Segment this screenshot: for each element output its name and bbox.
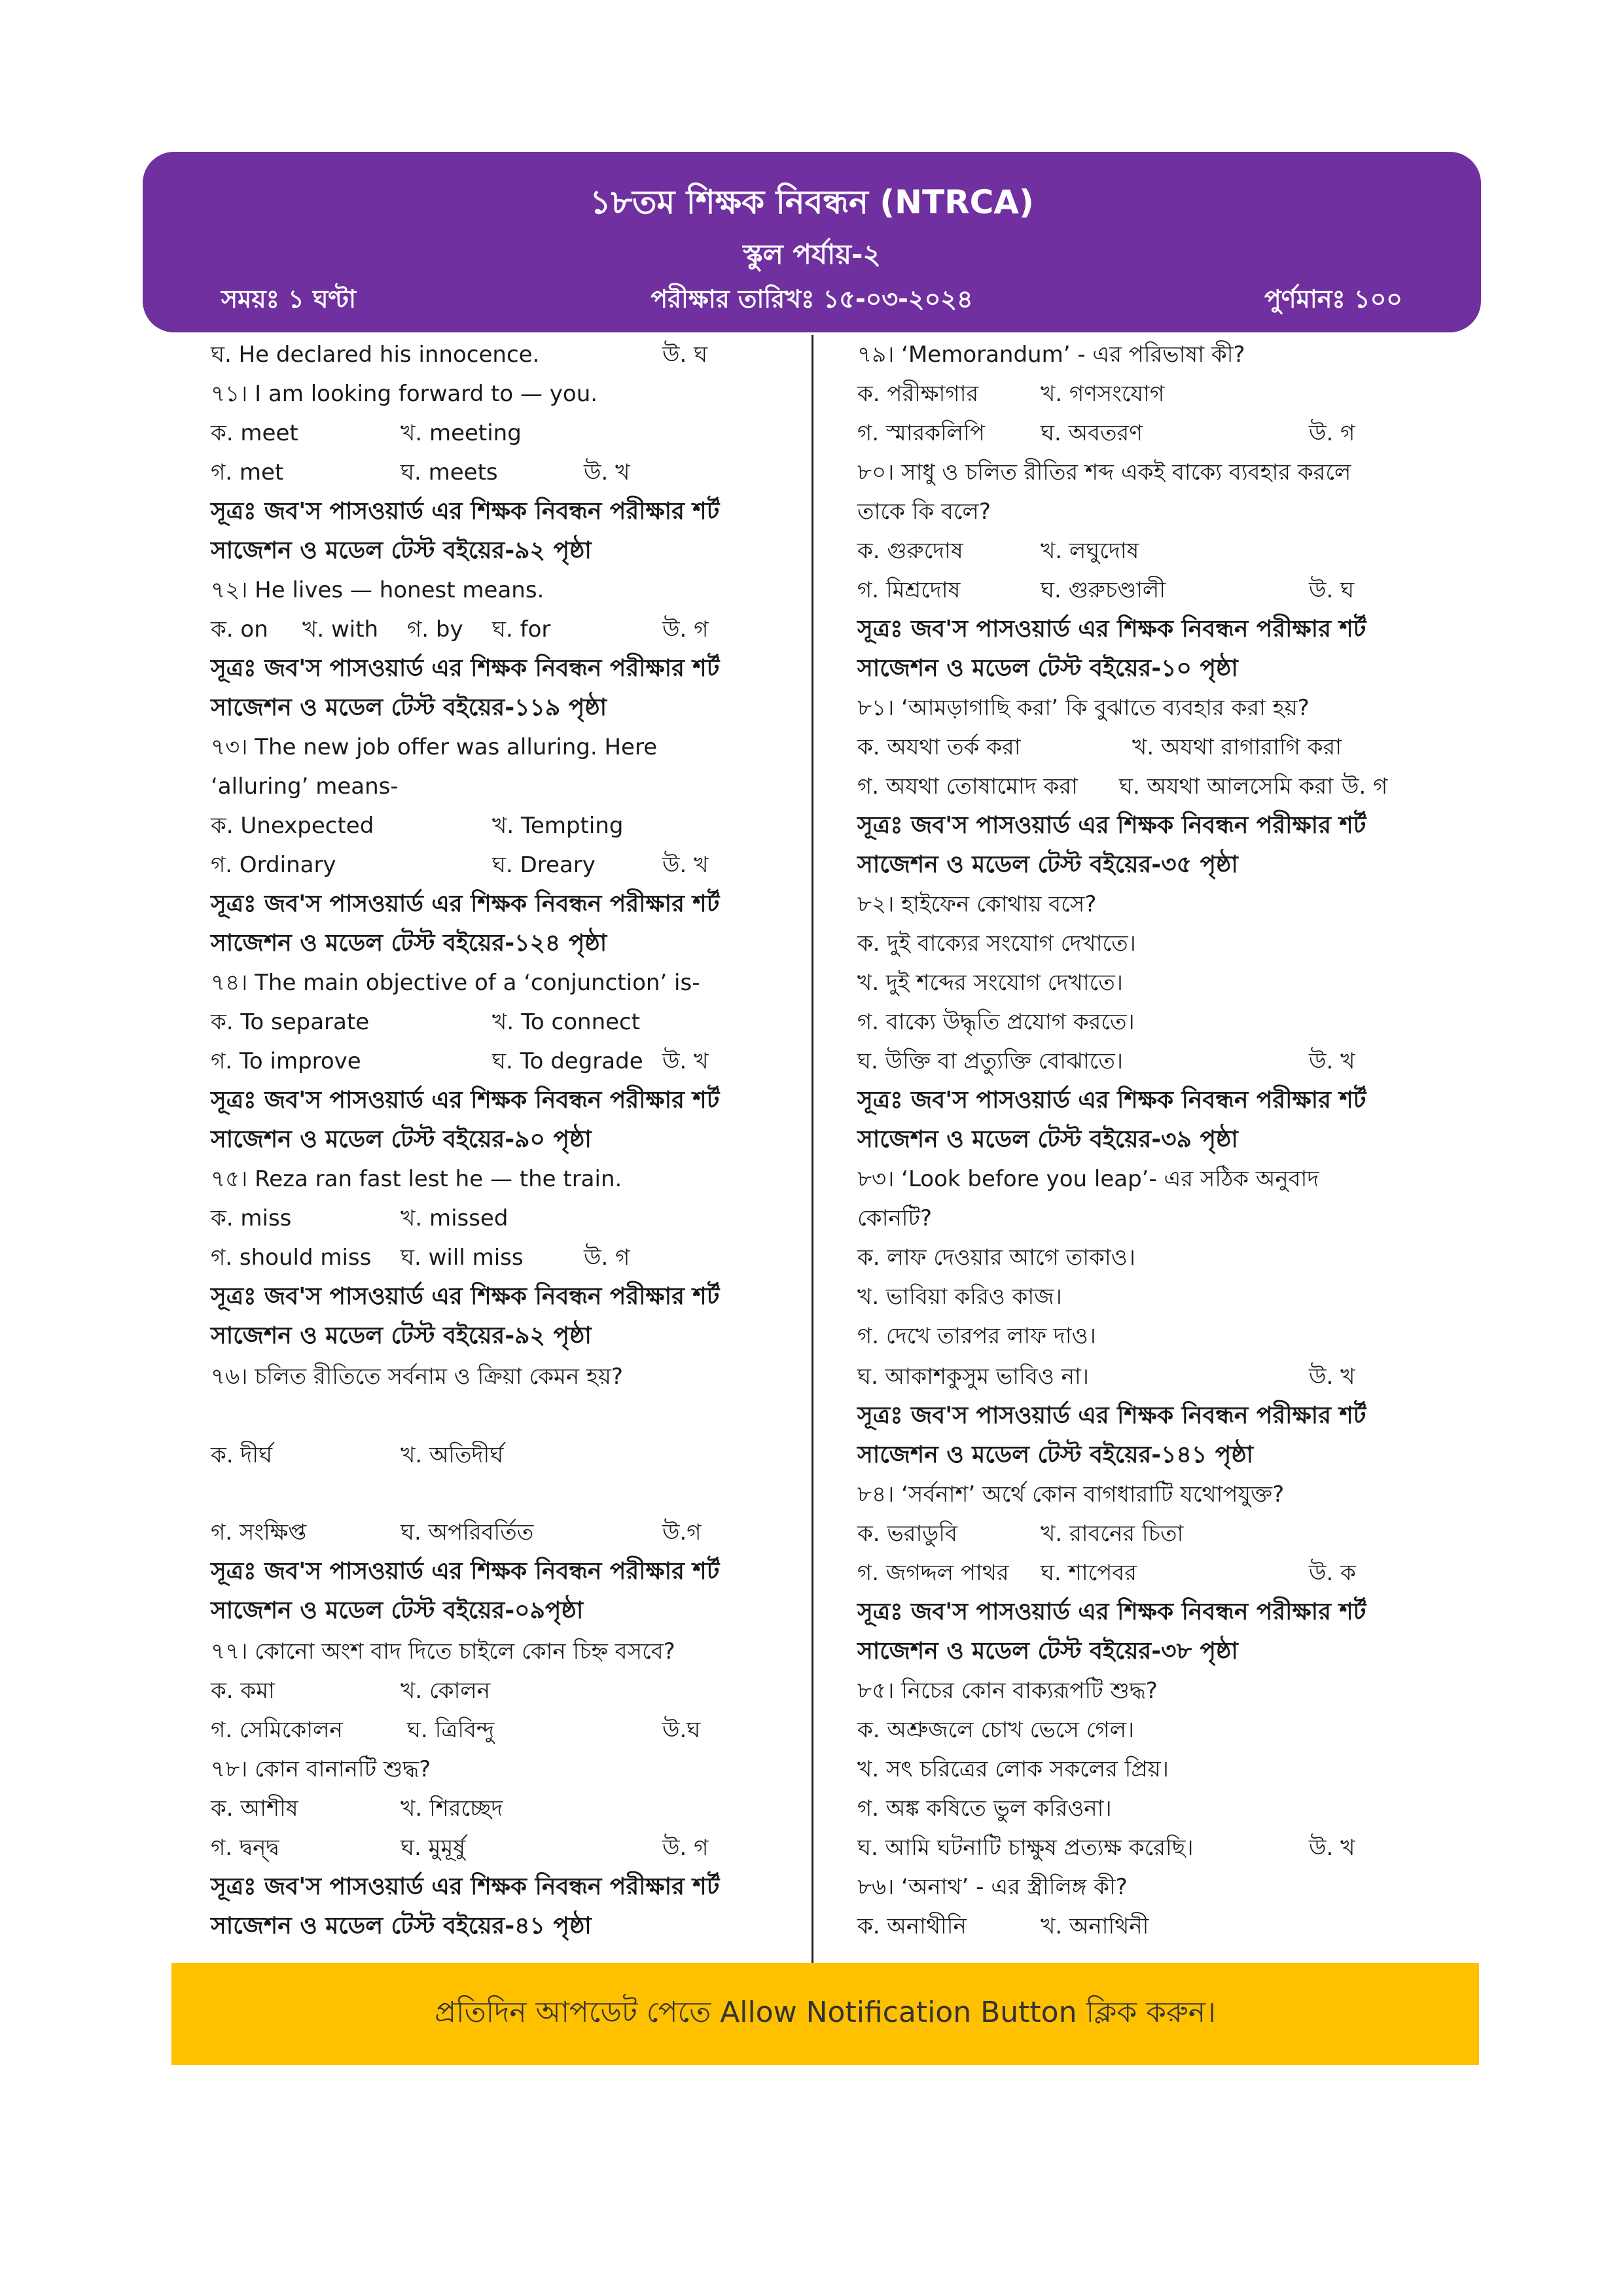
options-row	[211, 1199, 734, 1238]
answer: উ. ঘ	[662, 342, 708, 368]
option-d: ঘ. আকাশকুসুম ভাবিও না।	[857, 1364, 1089, 1390]
option-b: খ. To connect	[492, 1009, 641, 1035]
column-divider	[812, 335, 813, 1963]
option-a: ক. অশ্রুজলে চোখ ভেসে গেল।	[857, 1717, 1135, 1743]
source-line: সাজেশন ও মডেল টেস্ট বইয়ের-১০ পৃষ্ঠা	[857, 655, 1238, 682]
option-a: ক. কমা	[211, 1678, 275, 1704]
question-76: ৭৬। চলিত রীতিতে সর্বনাম ও ক্রিয়া কেমন হয়?	[211, 1364, 623, 1390]
option-c: গ. To improve	[211, 1048, 361, 1074]
question-86: ৮৬। ‘অনাথ’ - এর স্ত্রীলিঙ্গ কী?	[857, 1874, 1128, 1900]
options-row	[857, 1357, 1400, 1396]
source-line: সাজেশন ও মডেল টেস্ট বইয়ের-৯২ পৃষ্ঠা	[211, 1322, 592, 1349]
options-row	[857, 531, 1400, 571]
question-84: ৮৪। ‘সর্বনাশ’ অর্থে কোন বাগধারাটি যথোপযুক্ত?	[857, 1481, 1285, 1508]
exam-subtitle: স্কুল পর্যায়-২	[743, 238, 881, 270]
options-row	[211, 1671, 734, 1710]
option-a: ক. আশীষ	[211, 1795, 298, 1822]
option-d: ঘ. Dreary	[492, 852, 596, 878]
answer: উ. গ	[662, 616, 709, 643]
exam-full-marks: পুর্ণমানঃ ১০০	[1264, 285, 1402, 313]
source-line: সাজেশন ও মডেল টেস্ট বইয়ের-৩৯ পৃষ্ঠা	[857, 1126, 1238, 1153]
source-line: সূত্রঃ জব'স পাসওয়ার্ড এর শিক্ষক নিবন্ধন পরীক্ষার শর্ট	[211, 891, 720, 917]
answer: উ. খ	[662, 1048, 709, 1074]
option-d: ঘ. meets	[401, 459, 498, 486]
option-b: খ. সৎ চরিত্রের লোক সকলের প্রিয়।	[857, 1756, 1169, 1782]
options-row	[211, 1710, 734, 1750]
exam-date: পরীক্ষার তারিখঃ ১৫-০৩-২০২৪	[651, 285, 973, 313]
options-row	[857, 1907, 1400, 1946]
answer: উ. খ	[1309, 1835, 1355, 1861]
source-line: সূত্রঃ জব'স পাসওয়ার্ড এর শিক্ষক নিবন্ধন পরীক্ষার শর্ট	[211, 498, 720, 525]
exam-header	[143, 152, 1481, 332]
option-a: ক. on	[211, 616, 268, 643]
options-row	[857, 414, 1400, 453]
question-79: ৭৯। ‘Memorandum’ - এর পরিভাষা কী?	[857, 342, 1245, 368]
options-row	[211, 610, 734, 649]
option-d: ঘ. He declared his innocence.	[211, 342, 540, 368]
answer: উ. খ	[584, 459, 630, 486]
answer: উ. খ	[1309, 1048, 1355, 1074]
option-a: ক. দুই বাক্যের সংযোগ দেখাতে।	[857, 930, 1136, 957]
source-line: সূত্রঃ জব'স পাসওয়ার্ড এর শিক্ষক নিবন্ধন পরীক্ষার শর্ট	[857, 812, 1366, 839]
source-line: সাজেশন ও মডেল টেস্ট বইয়ের-৯০ পৃষ্ঠা	[211, 1126, 592, 1153]
option-c: গ. দেখে তারপর লাফ দাও।	[857, 1323, 1096, 1349]
option-b: খ. শিরচ্ছেদ	[401, 1795, 503, 1822]
source-line: সূত্রঃ জব'স পাসওয়ার্ড এর শিক্ষক নিবন্ধন পরীক্ষার শর্ট	[211, 1087, 720, 1114]
option-d: ঘ. অযথা আলসেমি করা	[1119, 773, 1334, 800]
options-row	[211, 845, 734, 885]
option-d: ঘ. will miss	[401, 1245, 524, 1271]
option-b: খ. গণসংযোগ	[1041, 381, 1165, 407]
notification-banner[interactable]	[171, 1963, 1479, 2065]
option-b: খ. রাবনের চিতা	[1041, 1521, 1184, 1547]
options-row	[211, 1513, 734, 1552]
source-line: সূত্রঃ জব'স পাসওয়ার্ড এর শিক্ষক নিবন্ধন পরীক্ষার শর্ট	[211, 1283, 720, 1310]
source-line: সাজেশন ও মডেল টেস্ট বইয়ের-৩৮ পৃষ্ঠা	[857, 1638, 1238, 1665]
option-a: ক. অযথা তর্ক করা	[857, 734, 1021, 760]
question-80: ৮০। সাধু ও চলিত রীতির শব্দ একই বাক্যে ব্যবহার করলে	[857, 459, 1351, 486]
source-line: সূত্রঃ জব'স পাসওয়ার্ড এর শিক্ষক নিবন্ধন পরীক্ষার শর্ট	[857, 1598, 1366, 1625]
option-c: গ. জগদ্দল পাথর	[857, 1560, 1009, 1586]
option-d: ঘ. গুরুচণ্ডালী	[1041, 577, 1166, 603]
options-row	[211, 1238, 734, 1277]
option-c: গ. met	[211, 459, 284, 486]
option-b: খ. meeting	[401, 420, 522, 446]
options-row	[211, 1436, 734, 1475]
question-80-cont: তাকে কি বলে?	[857, 499, 991, 525]
option-a: ক. গুরুদোষ	[857, 538, 963, 564]
question-83-cont: কোনটি?	[857, 1205, 933, 1231]
option-b: খ. with	[302, 616, 379, 643]
question-72: ৭২। He lives — honest means.	[211, 577, 544, 603]
answer: উ. ক	[1309, 1560, 1356, 1586]
option-d: ঘ. আমি ঘটনাটি চাক্ষুষ প্রত্যক্ষ করেছি।	[857, 1835, 1194, 1861]
option-a: ক. miss	[211, 1205, 292, 1231]
question-81: ৮১। ‘আমড়াগাছি করা’ কি বুঝাতে ব্যবহার করা হয়?	[857, 695, 1310, 721]
source-line: সূত্রঃ জব'স পাসওয়ার্ড এর শিক্ষক নিবন্ধন পরীক্ষার শর্ট	[211, 1873, 720, 1900]
option-line	[211, 335, 734, 374]
option-d: ঘ. উক্তি বা প্রত্যুক্তি বোঝাতে।	[857, 1048, 1124, 1074]
option-a: ক. অনাথীনি	[857, 1913, 967, 1939]
question-83: ৮৩। ‘Look before you leap’- এর সঠিক অনুবাদ	[857, 1166, 1319, 1192]
options-row	[857, 1828, 1400, 1867]
option-a: ক. To separate	[211, 1009, 370, 1035]
options-row	[857, 1042, 1400, 1081]
option-d: ঘ. অবতরণ	[1041, 420, 1143, 446]
option-d: ঘ. মুমূর্ষু	[401, 1835, 466, 1861]
option-a: ক. লাফ দেওয়ার আগে তাকাও।	[857, 1245, 1135, 1271]
option-b: খ. missed	[401, 1205, 508, 1231]
option-c: গ. Ordinary	[211, 852, 336, 878]
option-c: গ. অযথা তোষামোদ করা	[857, 773, 1078, 800]
question-75: ৭৫। Reza ran fast lest he — the train.	[211, 1166, 622, 1192]
question-73-cont: ‘alluring’ means-	[211, 773, 399, 800]
options-row	[211, 806, 734, 845]
option-c: গ. মিশ্রদোষ	[857, 577, 961, 603]
options-row	[857, 767, 1400, 806]
options-row	[211, 1042, 734, 1081]
question-77: ৭৭। কোনো অংশ বাদ দিতে চাইলে কোন চিহ্ন বসবে?	[211, 1638, 675, 1665]
answer: উ.গ	[662, 1519, 702, 1545]
options-row	[857, 1553, 1400, 1593]
answer: উ.ঘ	[662, 1717, 701, 1743]
options-row	[211, 453, 734, 492]
answer: উ. খ	[1309, 1364, 1355, 1390]
option-d: ঘ. অপরিবর্তিত	[401, 1519, 534, 1545]
option-b: খ. Tempting	[492, 813, 624, 839]
options-row	[211, 1002, 734, 1042]
option-a: ক. পরীক্ষাগার	[857, 381, 979, 407]
source-line: সাজেশন ও মডেল টেস্ট বইয়ের-০৯পৃষ্ঠা	[211, 1597, 584, 1624]
source-line: সাজেশন ও মডেল টেস্ট বইয়ের-১১৯ পৃষ্ঠা	[211, 694, 607, 721]
question-74: ৭৪। The main objective of a ‘conjunction’ is-	[211, 970, 700, 996]
answer: উ. গ	[1342, 773, 1388, 800]
option-b: খ. অযথা রাগারাগি করা	[1132, 734, 1342, 760]
option-d: ঘ. To degrade	[492, 1048, 643, 1074]
options-row	[857, 728, 1400, 767]
option-b: খ. দুই শব্দের সংযোগ দেখাতে।	[857, 970, 1123, 996]
options-row	[211, 1789, 734, 1828]
option-c: গ. স্মারকলিপি	[857, 420, 985, 446]
options-row	[211, 1828, 734, 1867]
source-line: সূত্রঃ জব'স পাসওয়ার্ড এর শিক্ষক নিবন্ধন পরীক্ষার শর্ট	[857, 616, 1366, 643]
source-line: সূত্রঃ জব'স পাসওয়ার্ড এর শিক্ষক নিবন্ধন পরীক্ষার শর্ট	[857, 1087, 1366, 1114]
source-line: সাজেশন ও মডেল টেস্ট বইয়ের-১২৪ পৃষ্ঠা	[211, 930, 607, 957]
source-line: সাজেশন ও মডেল টেস্ট বইয়ের-৯২ পৃষ্ঠা	[211, 537, 592, 564]
exam-title: ১৮তম শিক্ষক নিবন্ধন (NTRCA)	[590, 183, 1034, 221]
option-c: গ. should miss	[211, 1245, 372, 1271]
notification-banner-text: প্রতিদিন আপডেট পেতে Allow Notification Button ক্লিক করুন।	[435, 1995, 1216, 2029]
question-82: ৮২। হাইফেন কোথায় বসে?	[857, 891, 1097, 917]
option-c: গ. সংক্ষিপ্ত	[211, 1519, 307, 1545]
options-row	[211, 414, 734, 453]
options-row	[857, 1514, 1400, 1553]
answer: উ. খ	[662, 852, 709, 878]
question-71: ৭১। I am looking forward to — you.	[211, 381, 598, 407]
option-c: গ. বাক্যে উদ্ধৃতি প্রযোগ করতে।	[857, 1009, 1135, 1035]
source-line: সূত্রঃ জব'স পাসওয়ার্ড এর শিক্ষক নিবন্ধন পরীক্ষার শর্ট	[857, 1402, 1366, 1429]
answer: উ. গ	[584, 1245, 630, 1271]
option-a: ক. দীর্ঘ	[211, 1442, 272, 1468]
source-line: সূত্রঃ জব'স পাসওয়ার্ড এর শিক্ষক নিবন্ধন পরীক্ষার শর্ট	[211, 1558, 720, 1585]
exam-duration: সময়ঃ ১ ঘণ্টা	[221, 285, 356, 313]
option-a: ক. ভরাডুবি	[857, 1521, 957, 1547]
option-b: খ. অতিদীর্ঘ	[401, 1442, 504, 1468]
option-d: ঘ. শাপেবর	[1041, 1560, 1137, 1586]
answer: উ. গ	[662, 1835, 709, 1861]
option-b: খ. কোলন	[401, 1678, 491, 1704]
source-line: সাজেশন ও মডেল টেস্ট বইয়ের-১৪১ পৃষ্ঠা	[857, 1441, 1254, 1468]
question-73: ৭৩। The new job offer was alluring. Here	[211, 734, 658, 760]
option-c: গ. অঙ্ক কষিতে ভুল করিওনা।	[857, 1795, 1112, 1822]
question-78: ৭৮। কোন বানানটি শুদ্ধ?	[211, 1756, 431, 1782]
option-c: গ. দ্বন্দ্ব	[211, 1835, 279, 1861]
answer: উ. গ	[1309, 420, 1355, 446]
option-d: ঘ. ত্রিবিন্দু	[407, 1717, 495, 1743]
option-c: গ. by	[407, 616, 463, 643]
option-c: গ. সেমিকোলন	[211, 1717, 343, 1743]
answer: উ. ঘ	[1309, 577, 1355, 603]
option-b: খ. ভাবিয়া করিও কাজ।	[857, 1284, 1062, 1310]
option-a: ক. Unexpected	[211, 813, 374, 839]
option-d: ঘ. for	[492, 616, 551, 643]
source-line: সূত্রঃ জব'স পাসওয়ার্ড এর শিক্ষক নিবন্ধন পরীক্ষার শর্ট	[211, 655, 720, 682]
option-b: খ. লঘুদোষ	[1041, 538, 1139, 564]
option-a: ক. meet	[211, 420, 298, 446]
option-b: খ. অনাথিনী	[1041, 1913, 1149, 1939]
question-85: ৮৫। নিচের কোন বাক্যরূপটি শুদ্ধ?	[857, 1678, 1158, 1704]
source-line: সাজেশন ও মডেল টেস্ট বইয়ের-৩৫ পৃষ্ঠা	[857, 851, 1238, 878]
options-row	[857, 374, 1400, 414]
options-row	[857, 571, 1400, 610]
source-line: সাজেশন ও মডেল টেস্ট বইয়ের-৪১ পৃষ্ঠা	[211, 1913, 592, 1939]
